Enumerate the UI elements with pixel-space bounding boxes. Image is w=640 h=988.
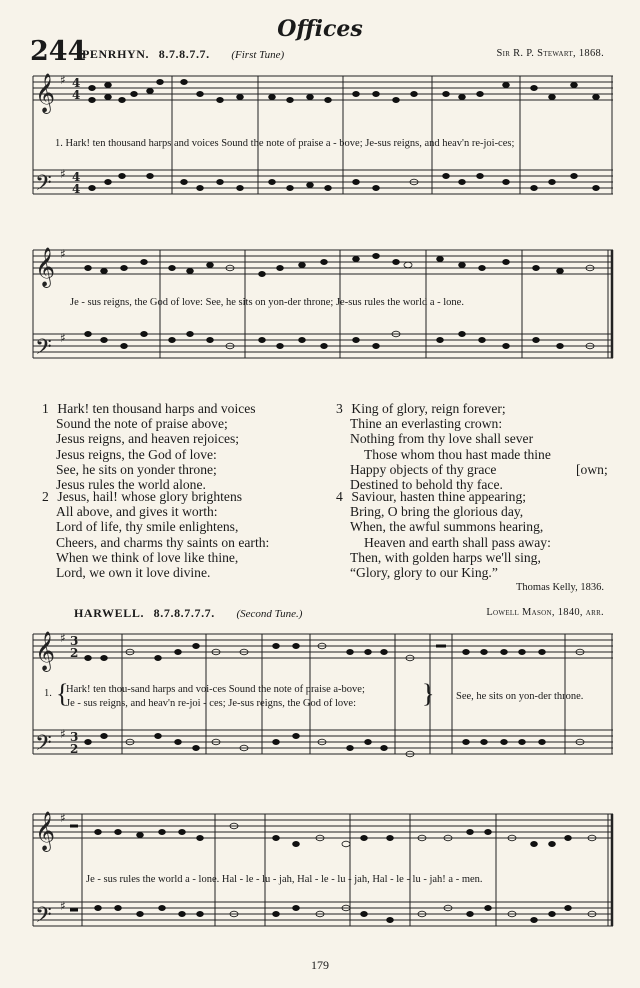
svg-text:4: 4 xyxy=(72,182,81,196)
underlay-line-2: Je - sus reigns, the God of love: See, he sits on yon-der throne; Je-sus rules the world a - lone. xyxy=(70,297,464,308)
svg-text:𝄞: 𝄞 xyxy=(35,631,56,671)
tune-note: (Second Tune.) xyxy=(236,608,303,620)
stanza-line: Bring, O bring the glorious day, xyxy=(350,504,524,520)
stanza-line: Jesus, hail! whose glory brightens xyxy=(57,489,243,504)
svg-text:3: 3 xyxy=(70,634,79,648)
stanza-number: 4 xyxy=(336,489,343,504)
stanza-3 xyxy=(336,401,608,492)
svg-text:4: 4 xyxy=(72,88,81,102)
verse-number: 1. xyxy=(44,688,52,699)
svg-text:𝄢: 𝄢 xyxy=(35,731,52,761)
svg-text:𝄢: 𝄢 xyxy=(35,903,52,933)
svg-text:𝄞: 𝄞 xyxy=(35,73,56,113)
stanza-line: Thine an everlasting crown: xyxy=(350,416,503,432)
brace-left: { xyxy=(56,679,69,708)
tune-note: (First Tune) xyxy=(231,49,285,61)
stanza-line: Jesus reigns, the God of love: xyxy=(56,446,217,462)
underlay-line-1c: See, he sits on yon-der throne. xyxy=(456,691,584,702)
stanza-line: Jesus reigns, and heaven rejoices; xyxy=(56,431,240,447)
stanza-line: See, he sits on yonder throne; xyxy=(56,461,217,477)
stanza-number: 2 xyxy=(42,489,49,504)
svg-text:𝄢: 𝄢 xyxy=(35,171,52,201)
svg-text:♯: ♯ xyxy=(60,247,66,261)
underlay-line-1b: Je - sus reigns, and heav'n re-joi - ces; Je-sus reigns, the God of love: xyxy=(66,698,356,709)
stanza-line: Destined to behold thy face. xyxy=(350,476,503,492)
hymn-number: 244 xyxy=(30,36,87,67)
tune-name: HARWELL. xyxy=(74,606,145,620)
svg-text:2: 2 xyxy=(70,646,79,660)
page-number: 179 xyxy=(311,958,329,972)
svg-text:♯: ♯ xyxy=(60,73,66,87)
text-author: Thomas Kelly, 1836. xyxy=(516,582,604,593)
composer-credit: Lowell Mason, 1840, arr. xyxy=(486,607,604,618)
svg-text:♯: ♯ xyxy=(60,331,66,345)
stanza-line: Hark! ten thousand harps and voices xyxy=(57,401,256,416)
underlay-line-2: Je - sus rules the world a - lone. Hal - le - lu - jah, Hal - le - lu - jah, Hal - le - lu - jah! a - men. xyxy=(86,874,483,885)
brace-right: } xyxy=(422,679,435,708)
stanza-2 xyxy=(42,489,269,580)
stanza-line: Those whom thou hast made thine xyxy=(364,446,551,462)
stanza-line: When, the awful summons hearing, xyxy=(350,519,544,535)
tune-meter: 8.7.8.7.7.7. xyxy=(153,606,215,620)
section-title: Offices xyxy=(277,16,363,42)
stanza-line: Then, with golden harps we'll sing, xyxy=(350,549,541,565)
tune-meter: 8.7.8.7.7. xyxy=(158,47,210,61)
stanza-line: All above, and gives it worth: xyxy=(56,504,218,520)
svg-text:3: 3 xyxy=(70,730,79,744)
svg-text:♯: ♯ xyxy=(60,631,66,645)
svg-text:♯: ♯ xyxy=(60,899,66,913)
underlay-line-1a: Hark! ten thou-sand harps and voi-ces Sound the note of praise a-bove; xyxy=(66,684,365,695)
composer-credit: Sir R. P. Stewart, 1868. xyxy=(496,48,604,59)
svg-text:4: 4 xyxy=(72,76,81,90)
stanza-line: Saviour, hasten thine appearing; xyxy=(351,489,527,504)
stanza-line: When we think of love like thine, xyxy=(56,549,239,565)
svg-text:♯: ♯ xyxy=(60,811,66,825)
stanza-4 xyxy=(336,489,551,580)
tune-name: PENRHYN. xyxy=(82,47,150,61)
svg-text:𝄢: 𝄢 xyxy=(35,335,52,365)
stanza-line: Jesus rules the world alone. xyxy=(56,476,206,492)
underlay-line-1: 1. Hark! ten thousand harps and voices Sound the note of praise a - bove; Je-sus reigns, and heav'n re-joi-ces; xyxy=(55,138,515,149)
stanza-line: Cheers, and charms thy saints on earth: xyxy=(56,534,270,550)
svg-text:𝄞: 𝄞 xyxy=(35,247,56,287)
stanza-line: “Glory, glory to our King.” xyxy=(350,564,498,580)
stanza-turnover: [own; xyxy=(576,461,608,477)
stanza-line: Lord of life, thy smile enlightens, xyxy=(56,519,239,535)
svg-text:𝄞: 𝄞 xyxy=(35,811,56,851)
svg-text:2: 2 xyxy=(70,742,79,756)
stanza-line: Sound the note of praise above; xyxy=(56,416,228,432)
stanza-1 xyxy=(42,401,256,492)
stanza-line: Heaven and earth shall pass away: xyxy=(364,534,551,550)
svg-text:♯: ♯ xyxy=(60,167,66,181)
svg-text:4: 4 xyxy=(72,170,81,184)
stanza-number: 3 xyxy=(336,401,343,416)
stanza-line: King of glory, reign forever; xyxy=(351,401,506,416)
stanza-line: Lord, we own it love divine. xyxy=(56,564,211,580)
stanza-line: Happy objects of thy grace xyxy=(350,461,497,477)
stanza-line: Nothing from thy love shall sever xyxy=(350,431,534,447)
svg-text:♯: ♯ xyxy=(60,727,66,741)
tune-header-2 xyxy=(74,606,302,621)
stanza-number: 1 xyxy=(42,401,49,416)
